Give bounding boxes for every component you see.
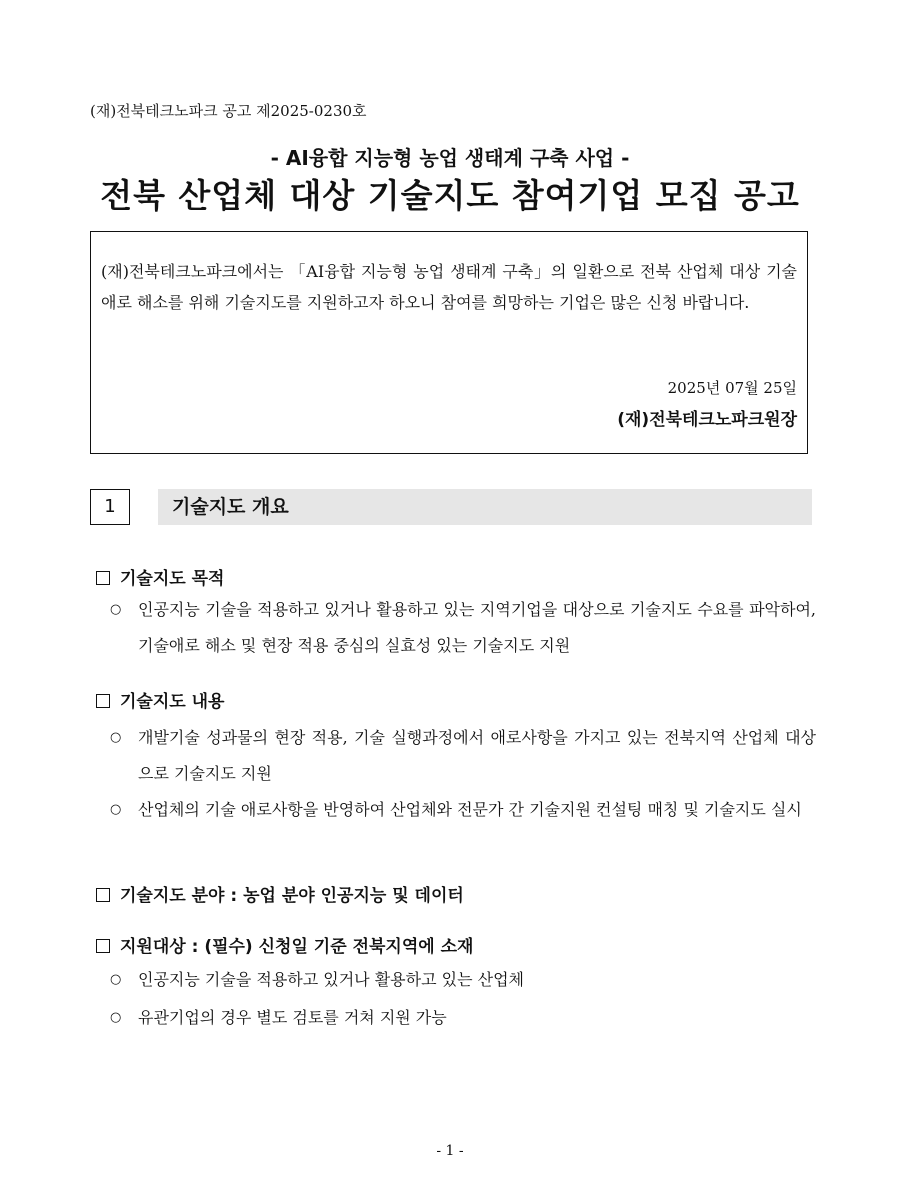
checkbox-square-icon xyxy=(96,694,110,708)
list-item-text: 산업체의 기술 애로사항을 반영하여 산업체와 전문가 간 기술지원 컨설팅 매칭 및 기술지도 실시 xyxy=(138,800,802,819)
subsection-heading-label: 기술지도 분야 : 농업 분야 인공지능 및 데이터 xyxy=(120,886,464,906)
list-item-text: 유관기업의 경우 별도 검토를 거쳐 지원 가능 xyxy=(138,1008,447,1027)
section-header xyxy=(158,489,812,525)
section-title: 기술지도 개요 xyxy=(172,496,289,518)
subsection-heading-field xyxy=(96,881,464,906)
checkbox-square-icon xyxy=(96,939,110,953)
circle-bullet-icon: ○ xyxy=(110,602,122,617)
list-item xyxy=(110,792,816,828)
subsection-heading-label: 기술지도 목적 xyxy=(120,569,225,589)
page-title: 전북 산업체 대상 기술지도 참여기업 모집 공고 xyxy=(100,176,800,215)
circle-bullet-icon: ○ xyxy=(110,730,122,745)
checkbox-square-icon xyxy=(96,571,110,585)
section-number: 1 xyxy=(90,489,130,525)
intro-box xyxy=(90,231,808,454)
list-item xyxy=(110,592,816,664)
list-item xyxy=(110,720,816,792)
list-item xyxy=(110,962,816,998)
intro-date: 2025년 07월 25일 xyxy=(667,379,797,397)
page-subtitle: - AI융합 지능형 농업 생태계 구축 사업 - xyxy=(270,146,630,170)
list-item xyxy=(110,1000,816,1036)
page-number: - 1 - xyxy=(436,1143,464,1159)
list-item-text: 개발기술 성과물의 현장 적용, 기술 실행과정에서 애로사항을 가지고 있는 전북지역 산업체 대상으로 기술지도 지원 xyxy=(138,728,816,783)
circle-bullet-icon: ○ xyxy=(110,1010,122,1025)
notice-number: (재)전북테크노파크 공고 제2025-0230호 xyxy=(90,102,367,120)
subsection-heading-content xyxy=(96,687,224,712)
list-item-text: 인공지능 기술을 적용하고 있거나 활용하고 있는 산업체 xyxy=(138,970,525,989)
intro-signature: (재)전북테크노파크원장 xyxy=(617,410,797,430)
subsection-heading-label: 기술지도 내용 xyxy=(120,692,225,712)
subsection-heading-target xyxy=(96,932,473,957)
intro-text: (재)전북테크노파크에서는 「AI융합 지능형 농업 생태계 구축」의 일환으로 전북 산업체 대상 기술 애로 해소를 위해 기술지도를 지원하고자 하오니 참여를 희망하는 기업은 많은 신청 바랍니다. xyxy=(101,262,797,312)
subsection-heading-purpose xyxy=(96,564,224,589)
circle-bullet-icon: ○ xyxy=(110,802,122,817)
checkbox-square-icon xyxy=(96,888,110,902)
circle-bullet-icon: ○ xyxy=(110,972,122,987)
list-item-text: 인공지능 기술을 적용하고 있거나 활용하고 있는 지역기업을 대상으로 기술지도 수요를 파악하여, 기술애로 해소 및 현장 적용 중심의 실효성 있는 기술지도 지원 xyxy=(138,600,816,655)
subsection-heading-label: 지원대상 : (필수) 신청일 기준 전북지역에 소재 xyxy=(120,937,474,957)
